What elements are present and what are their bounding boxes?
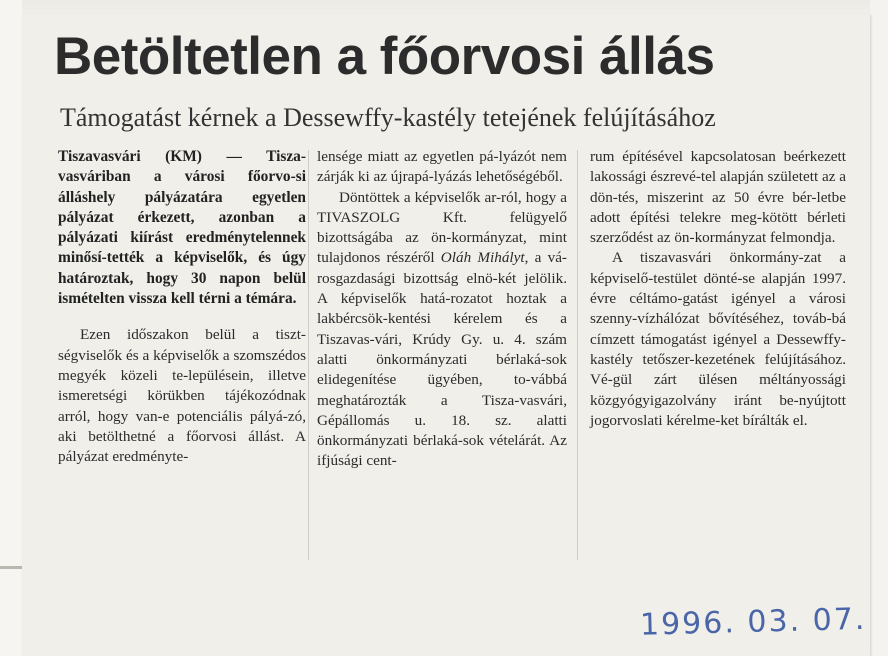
column-rule	[577, 150, 578, 560]
column-rule	[308, 150, 309, 560]
article-paragraph: lensége miatt az egyetlen pá-lyázót nem zárják ki az újrapá-lyázás lehetőségéből.	[317, 148, 567, 186]
adjacent-clipping-top	[22, 0, 870, 14]
adjacent-clipping-left	[0, 0, 23, 656]
paragraph-text: Döntöttek a képviselők ar-ról, hogy a TIVASZOLG Kft. felügyelő bizottságába az ön-kormányzat, mint tulajdonos részéről	[317, 188, 567, 267]
handwritten-date: 1996. 03. 07.	[639, 601, 867, 643]
article-headline: Betöltetlen a főorvosi állás	[54, 27, 715, 86]
article-column-1	[58, 147, 306, 467]
article-paragraph: A tiszavasvári önkormány-zat a képviselő-testület dönté-se alapján 1997. évre céltámo-gatást igényel a városi szenny-vízhálózat bővítéséhez, továb-bá címzett támogatást igényel a Dessewffy-kastély tetőszer-kezetének felújításához. Vé-gül zárt ülésen méltányossági közgyógyigazolvány iránt be-nyújtott jogorvoslati kérelme-ket bírálták el.	[590, 249, 846, 429]
article-paragraph	[317, 188, 567, 472]
article-subheadline: Támogatást kérnek a Dessewffy-kastély tetejének felújításához	[60, 103, 716, 132]
article-paragraph: Ezen időszakon belül a tiszt-ségviselők és a képviselők a szomszédos megyék közeli te-lepülésein, illetve ismeretségi körükben tájékozódnak arról, hogy van-e potenciális pályá-zó, aki betölthetné a főorvosi állást. A pályázat eredményte-	[58, 326, 306, 466]
paragraph-text: , a vá-rosgazdasági bizottság elnö-két jelölik. A képviselők hatá-rozatot hoztak a lakbércsök-kentési kérelem és a Tiszavas-vári, Krúdy Gy. u. 4. szám alatti önkormányzati bérlaká-sok elidegenítése ügyében, to-vábbá meghatározták a Tisza-vasvári, Gépállomás u. 18. sz. alatti önkormányzati bérlaká-sok vételárát. Az ifjúsági cent-	[317, 249, 567, 470]
article-paragraph: rum építésével kapcsolatosan beérkezett lakossági észrevé-tel alapján született az a dön-tés, miszerint az 50 évre bér-letbe adott építési telekre meg-kötött bérleti szerződést az ön-kormányzat felmondja.	[590, 148, 846, 247]
article-column-3	[590, 147, 846, 431]
article-column-2	[317, 147, 567, 472]
person-name: Oláh Mihályt	[440, 249, 525, 267]
article-lead: Tiszavasvári (KM) — Tisza-vasváriban a városi főorvo-si álláshely pályázatára egyetlen pályázat érkezett, azonban a pályázati kiírást eredménytelennek minősí-tették a képviselők, és úgy határoztak, hogy 30 napon belül ismételten vissza kell térni a témára.	[58, 148, 306, 308]
